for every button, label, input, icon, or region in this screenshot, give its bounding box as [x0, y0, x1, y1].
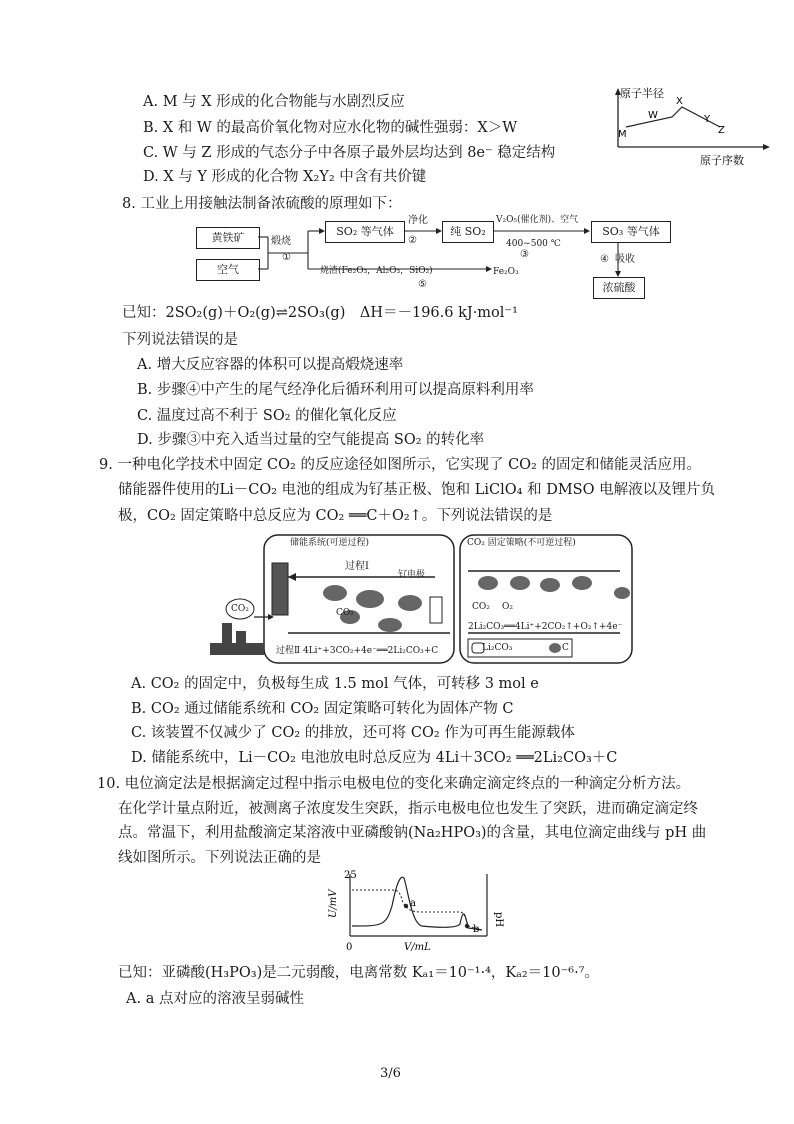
- q9-right-title: CO₂ 固定策略(不可逆过程): [467, 538, 576, 548]
- page-number: 3/6: [380, 1066, 401, 1081]
- flow-step5: ⑤: [418, 279, 427, 290]
- q10-option-a: A. a 点对应的溶液呈弱碱性: [126, 991, 304, 1007]
- q7-point-w: W: [648, 110, 658, 121]
- q8-option-c: C. 温度过高不利于 SO₂ 的催化氧化反应: [137, 408, 397, 424]
- q10-ylabel: U/mV: [328, 889, 339, 918]
- q9-option-b: B. CO₂ 通过储能系统和 CO₂ 固定策略可转化为固体产物 C: [131, 701, 514, 717]
- q7-point-m: M: [618, 129, 627, 140]
- q8-option-a: A. 增大反应容器的体积可以提高煅烧速率: [137, 357, 404, 373]
- q8-option-d: D. 步骤③中充入适当过量的空气能提高 SO₂ 的转化率: [137, 432, 485, 448]
- q9-legend-c: C: [562, 643, 569, 653]
- q10-point-b: b: [473, 924, 480, 935]
- flow-step2: ②: [408, 235, 417, 246]
- q9-option-d: D. 储能系统中，Li－CO₂ 电池放电时总反应为 4Li＋3CO₂ ══2Li₂CO₃＋C: [131, 750, 618, 766]
- q7-graph-ylabel: 原子半径: [620, 87, 664, 100]
- q9-process2: 过程Ⅱ 4Li⁺+3CO₂+4e⁻══2Li₂CO₃+C: [276, 646, 439, 656]
- flow-catalyst: V₂O₅(催化剂)、空气: [496, 215, 579, 225]
- q10-titration-graph: [322, 866, 502, 956]
- q8-ask: 下列说法错误的是: [122, 332, 238, 348]
- q9-co2-cloud: CO₂: [231, 604, 249, 614]
- q9-legend-li2co3: Li₂CO₃: [482, 643, 513, 653]
- q9-option-a: A. CO₂ 的固定中，负极每生成 1.5 mol 气体，可转移 3 mol e: [131, 676, 539, 692]
- flow-absorb: 吸收: [615, 254, 635, 265]
- q7-graph-xlabel: 原子序数: [700, 154, 744, 167]
- q7-option-c: C. W 与 Z 形成的气态分子中各原子最外层均达到 8e⁻ 稳定结构: [143, 145, 556, 161]
- flow-slag: 烧渣(Fe₂O₃，Al₂O₃，SiO₂): [320, 266, 433, 276]
- q9-co2-small: CO₂: [336, 608, 354, 618]
- q9-electrode: 钌电极: [398, 570, 426, 580]
- q10-stem-line3: 点。常温下，利用盐酸滴定某溶液中亚磷酸钠(Na₂HPO₃)的含量，其电位滴定曲线与 pH 曲: [118, 825, 707, 841]
- q9-stem-line3: 极，CO₂ 固定策略中总反应为 CO₂ ══C＋O₂↑。下列说法错误的是: [118, 508, 553, 524]
- flow-temp: 400~500 ℃: [506, 239, 561, 249]
- flow-so2-gas: SO₂ 等气体: [325, 221, 405, 243]
- q10-origin: 0: [346, 942, 353, 953]
- q8-stem: 8. 工业上用接触法制备浓硫酸的原理如下：: [122, 196, 402, 212]
- q9-left-title: 储能系统(可逆过程): [290, 538, 370, 548]
- q7-radius-graph: [600, 85, 780, 170]
- flow-fe2o3: Fe₂O₃: [493, 267, 519, 277]
- q9-o2-right: O₂: [502, 602, 513, 612]
- q7-option-b: B. X 和 W 的最高价氧化物对应水化物的碱性强弱：X＞W: [143, 120, 518, 136]
- q10-stem-line2: 在化学计量点附近，被测离子浓度发生突跃，指示电极电位也发生了突跃，进而确定滴定终: [118, 801, 698, 817]
- q9-right-equation: 2Li₂CO₃══4Li⁺+2CO₂↑+O₂↑+4e⁻: [468, 622, 623, 632]
- q10-known: 已知：亚磷酸(H₃PO₃)是二元弱酸，电离常数 Kₐ₁＝10⁻¹·⁴，Kₐ₂＝10⁻⁶·⁷。: [118, 965, 599, 981]
- q9-stem-line2: 储能器件使用的Li－CO₂ 电池的组成为钌基正极、饱和 LiClO₄ 和 DMSO 电解液以及锂片负: [118, 482, 716, 498]
- flow-step3: ③: [520, 249, 529, 260]
- flow-arrows: [190, 215, 680, 305]
- flow-pure-so2: 纯 SO₂: [442, 221, 494, 243]
- flow-pyrite: 黄铁矿: [196, 227, 260, 249]
- flow-conc-acid: 浓硫酸: [593, 277, 645, 299]
- q10-point-a: a: [410, 898, 416, 909]
- q9-stem-line1: 9. 一种电化学技术中固定 CO₂ 的反应途径如图所示，它实现了 CO₂ 的固定和储能灵活应用。: [99, 457, 701, 473]
- flow-step4: ④: [600, 254, 609, 265]
- q9-co2-right: CO₂: [472, 602, 490, 612]
- q7-option-a: A. M 与 X 形成的化合物能与水剧烈反应: [143, 94, 405, 110]
- q7-option-d: D. X 与 Y 形成的化合物 X₂Y₂ 中含有共价键: [143, 169, 427, 185]
- q10-xlabel: V/mL: [404, 942, 431, 953]
- q9-process1: 过程Ⅰ: [345, 561, 369, 572]
- q10-stem-line1: 10. 电位滴定法是根据滴定过程中指示电极电位的变化来确定滴定终点的一种滴定分析方法。: [97, 776, 691, 792]
- q7-point-z: Z: [718, 125, 725, 136]
- q10-y-top: 25: [344, 870, 357, 881]
- q9-option-c: C. 该装置不仅减少了 CO₂ 的排放，还可将 CO₂ 作为可再生能源载体: [131, 725, 575, 741]
- flow-step1: ①: [282, 252, 291, 263]
- q8-option-b: B. 步骤④中产生的尾气经净化后循环利用可以提高原料利用率: [137, 382, 534, 398]
- q10-stem-line4: 线如图所示。下列说法正确的是: [118, 850, 321, 866]
- flow-so3-gas: SO₃ 等气体: [591, 221, 671, 243]
- q7-point-x: X: [676, 96, 683, 107]
- flow-calcine: 煅烧: [271, 236, 291, 247]
- q8-known: 已知：2SO₂(g)＋O₂(g)⇌2SO₃(g) ΔH＝－196.6 kJ·mol⁻¹: [122, 305, 518, 321]
- q10-ylabel-right: pH: [493, 912, 504, 928]
- q7-point-y: Y: [704, 114, 711, 125]
- flow-purify: 净化: [408, 215, 428, 226]
- flow-air: 空气: [196, 259, 260, 281]
